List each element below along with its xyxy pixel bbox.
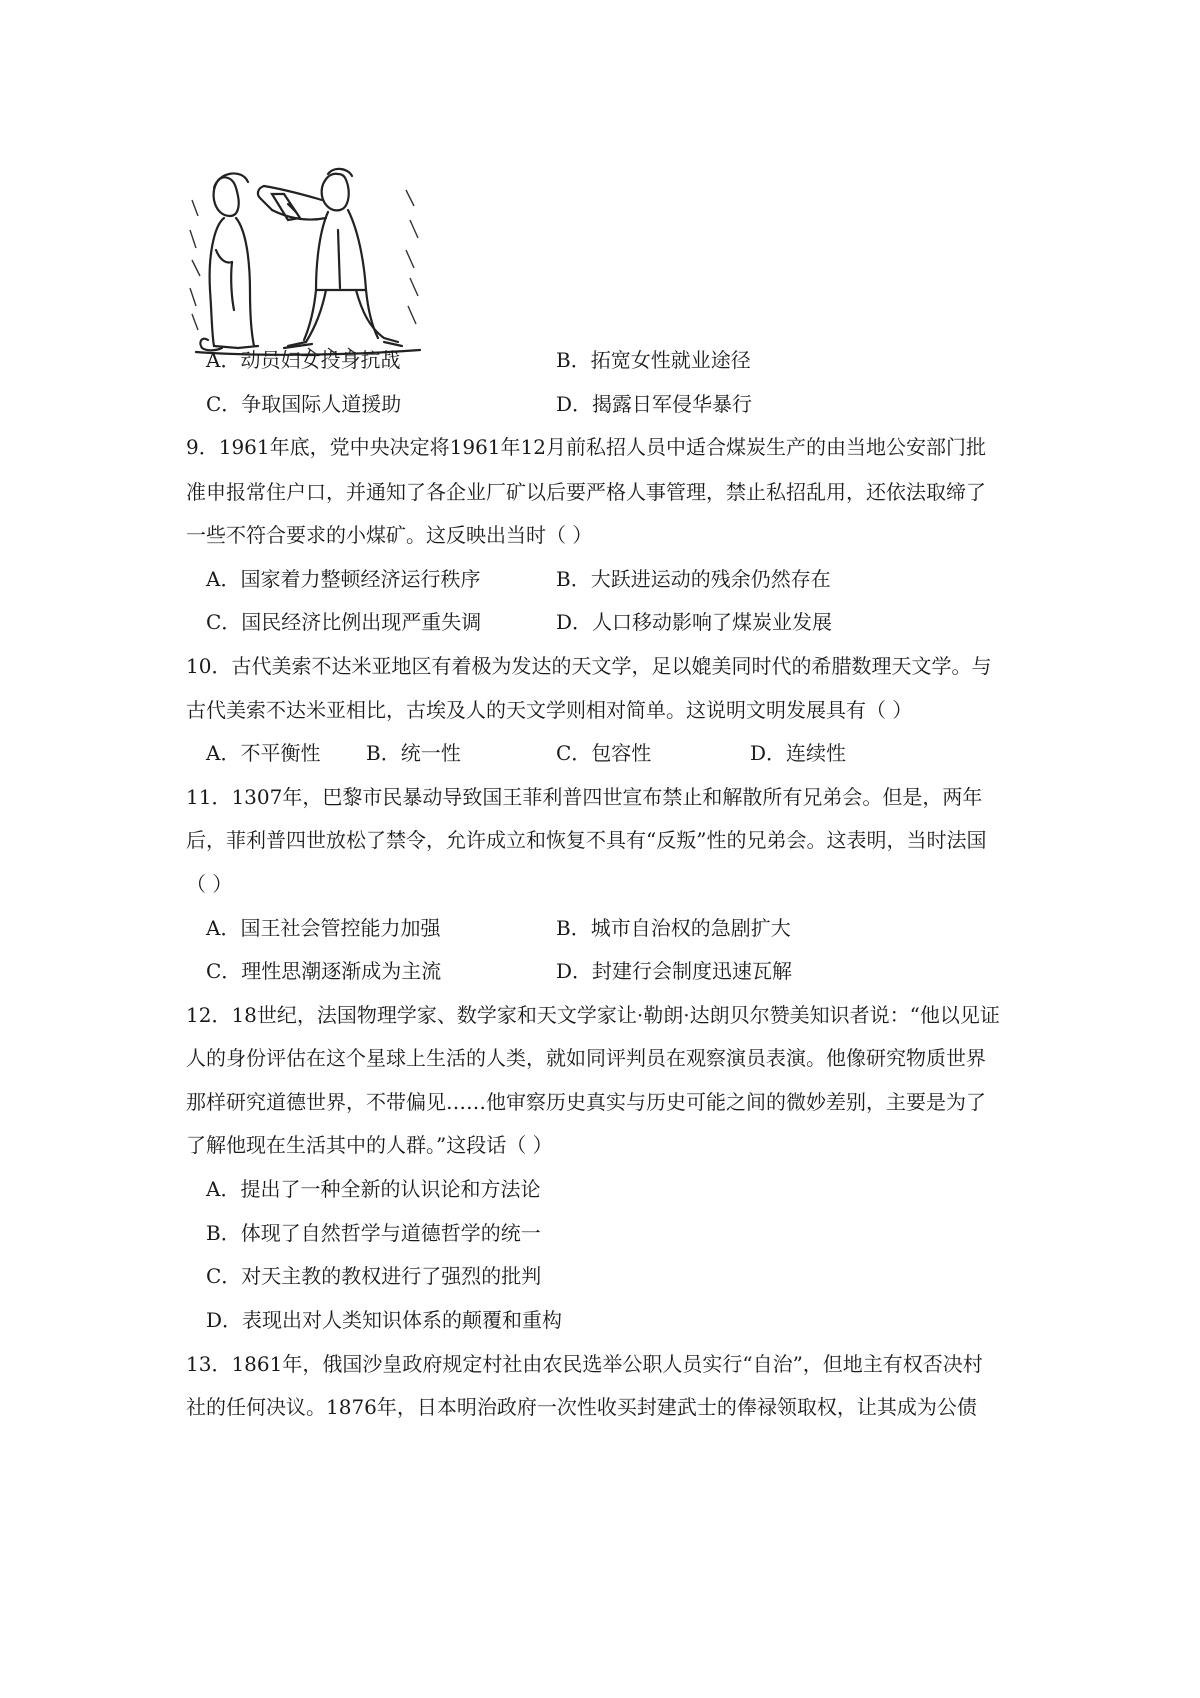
q11-text-line-2: 后，菲利普四世放松了禁令，允许成立和恢复不具有“反叛”性的兄弟会。这表明，当时法国	[186, 828, 987, 852]
q9-text-line-1: 9．1961年底，党中央决定将1961年12月前私招人员中适合煤炭生产的由当地公安部门批	[186, 435, 986, 459]
q11-text-line-1: 11．1307年，巴黎市民暴动导致国王菲利普四世宣布禁止和解散所有兄弟会。但是，两年	[186, 785, 983, 809]
q12-text-line-4: 了解他现在生活其中的人群。”这段话（ ）	[186, 1133, 553, 1157]
q8-option-b: B．拓宽女性就业途径	[556, 348, 751, 372]
q12-text-line-3: 那样研究道德世界，不带偏见……他审察历史真实与历史可能之间的微妙差别，主要是为了	[186, 1090, 986, 1114]
q10-option-a: A．不平衡性	[206, 741, 321, 765]
q13-text-line-2: 社的任何决议。1876年，日本明治政府一次性收买封建武士的俸禄领取权，让其成为公债	[186, 1395, 977, 1419]
q10-option-c: C．包容性	[556, 741, 652, 765]
q12-option-a: A．提出了一种全新的认识论和方法论	[206, 1177, 541, 1201]
q10-text-line-2: 古代美索不达米亚相比，古埃及人的天文学则相对简单。这说明文明发展具有（ ）	[186, 698, 913, 722]
q9-text-line-3: 一些不符合要求的小煤矿。这反映出当时（ ）	[186, 523, 593, 547]
q10-option-b: B．统一性	[366, 741, 461, 765]
q9-text-line-2: 准申报常住户口，并通知了各企业厂矿以后要严格人事管理，禁止私招乱用，还依法取缔了	[186, 480, 986, 504]
q12-text-line-2: 人的身份评估在这个星球上生活的人类，就如同评判员在观察演员表演。他像研究物质世界	[186, 1046, 986, 1070]
woodcut-illustration	[188, 160, 428, 360]
q12-option-d: D．表现出对人类知识体系的颠覆和重构	[206, 1308, 563, 1332]
q9-option-d: D．人口移动影响了煤炭业发展	[556, 610, 833, 634]
q11-option-c: C．理性思潮逐渐成为主流	[206, 959, 442, 983]
q10-text-line-1: 10．古代美索不达米亚地区有着极为发达的天文学，足以媲美同时代的希腊数理天文学。与	[186, 654, 992, 678]
q11-option-b: B．城市自治权的急剧扩大	[556, 916, 791, 940]
q12-option-c: C．对天主教的教权进行了强烈的批判	[206, 1264, 542, 1288]
q9-option-a: A．国家着力整顿经济运行秩序	[206, 567, 481, 591]
q11-option-d: D．封建行会制度迅速瓦解	[556, 959, 793, 983]
q8-option-a: A．动员妇女投身抗战	[206, 348, 401, 372]
q9-option-c: C．国民经济比例出现严重失调	[206, 610, 482, 634]
q13-text-line-1: 13．1861年，俄国沙皇政府规定村社由农民选举公职人员实行“自治”，但地主有权否决村	[186, 1352, 983, 1376]
q12-text-line-1: 12．18世纪，法国物理学家、数学家和天文学家让·勒朗·达朗贝尔赞美知识者说：“他以见证	[186, 1003, 1000, 1027]
q8-option-d: D．揭露日军侵华暴行	[556, 392, 753, 416]
q10-option-d: D．连续性	[750, 741, 847, 765]
q9-option-b: B．大跃进运动的残余仍然存在	[556, 567, 831, 591]
q11-option-a: A．国王社会管控能力加强	[206, 916, 441, 940]
q8-option-c: C．争取国际人道援助	[206, 392, 402, 416]
q11-text-line-3: （ ）	[186, 872, 233, 896]
q12-option-b: B．体现了自然哲学与道德哲学的统一	[206, 1221, 541, 1245]
